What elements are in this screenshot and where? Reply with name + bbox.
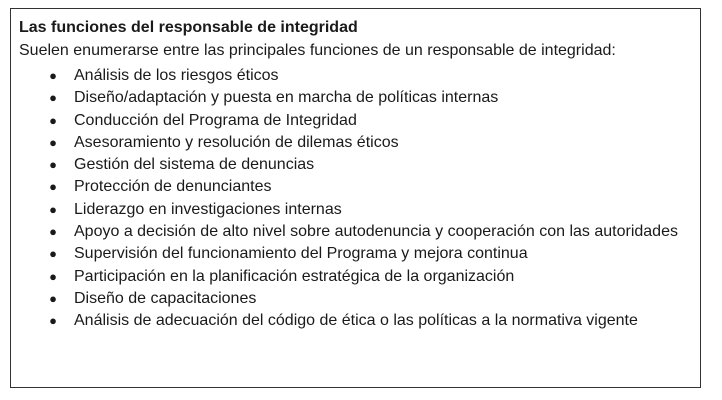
bullet-icon: ● bbox=[49, 112, 57, 128]
bullet-icon: ● bbox=[49, 157, 57, 173]
list-item-text: Apoyo a decisión de alto nivel sobre autodenuncia y cooperación con las autoridades bbox=[74, 223, 678, 241]
list-item-text: Participación en la planificación estratégica de la organización bbox=[74, 267, 515, 285]
list-item bbox=[11, 266, 701, 288]
list-item bbox=[11, 154, 701, 176]
list-item bbox=[11, 243, 701, 265]
bullet-icon: ● bbox=[49, 268, 57, 284]
list-item-text: Análisis de adecuación del código de ética o las políticas a la normativa vigente bbox=[74, 312, 638, 330]
list-item-text: Conducción del Programa de Integridad bbox=[74, 111, 357, 129]
bullet-icon: ● bbox=[49, 313, 57, 329]
list-item-text: Diseño de capacitaciones bbox=[74, 289, 257, 307]
intro-paragraph: Suelen enumerarse entre las principales funciones de un responsable de integridad: bbox=[19, 42, 616, 59]
list-item-text: Protección de denunciantes bbox=[74, 178, 272, 196]
bullet-icon: ● bbox=[49, 134, 57, 150]
list-item bbox=[11, 87, 701, 109]
bullet-icon: ● bbox=[49, 290, 57, 306]
list-item-text: Supervisión del funcionamiento del Programa y mejora continua bbox=[74, 245, 528, 263]
functions-list bbox=[11, 65, 701, 333]
list-item-text: Gestión del sistema de denuncias bbox=[74, 156, 315, 174]
list-item-text: Diseño/adaptación y puesta en marcha de políticas internas bbox=[74, 89, 499, 107]
list-item bbox=[11, 288, 701, 310]
content-box bbox=[10, 8, 701, 388]
list-item bbox=[11, 65, 701, 87]
list-item bbox=[11, 176, 701, 198]
bullet-icon: ● bbox=[49, 90, 57, 106]
list-item-text: Análisis de los riesgos éticos bbox=[74, 67, 279, 84]
bullet-icon: ● bbox=[49, 246, 57, 262]
list-item bbox=[11, 221, 701, 243]
bullet-icon: ● bbox=[49, 68, 57, 83]
list-item bbox=[11, 199, 701, 221]
list-item bbox=[11, 310, 701, 332]
bullet-icon: ● bbox=[49, 201, 57, 217]
bullet-icon: ● bbox=[49, 179, 57, 195]
bullet-icon: ● bbox=[49, 224, 57, 240]
list-item-text: Asesoramiento y resolución de dilemas éticos bbox=[74, 133, 399, 151]
list-item-text: Liderazgo en investigaciones internas bbox=[74, 200, 342, 218]
list-item bbox=[11, 132, 701, 154]
section-title: Las funciones del responsable de integridad bbox=[19, 19, 358, 36]
list-item bbox=[11, 110, 701, 132]
